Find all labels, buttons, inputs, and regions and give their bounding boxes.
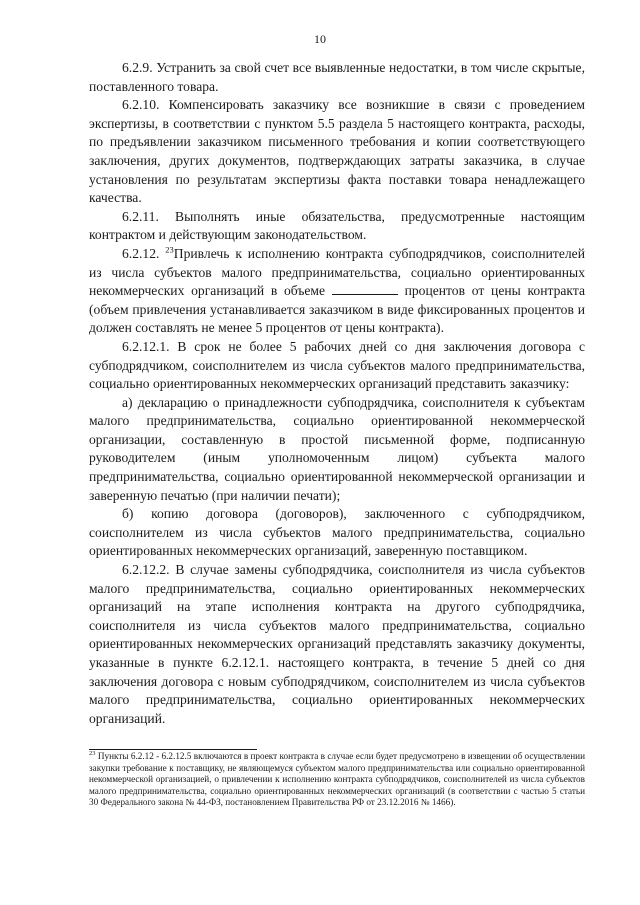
clause-6-2-12-text-after-blank: процентов от цены контракта (объем привлечения устанавливается заказчиком в виде фиксированных процентов и должен составлять не менее 5 процентов от цены контракта). — [89, 283, 585, 336]
clause-6-2-12-number: 6.2.12. — [122, 245, 160, 261]
clause-6-2-12-text-before-blank: Привлечь к исполнению контракта субподрядчиков, соисполнителей из числа субъектов малого предпринимательства, социально ориентированных некоммерческих организаций в объеме — [89, 245, 585, 299]
fill-in-blank-field — [332, 282, 398, 295]
list-item-a: а) декларацию о принадлежности субподрядчика, соисполнителя к субъектам малого предпринимательства, социально ориентированной некоммерческой организации, составленную в простой письменной форме, подписанную руководителем (иным уполномоченным лицом) субъекта малого предпринимательства, социально ориентированной некоммерческой организации и заверенную печатью (при наличии печати); — [89, 394, 585, 503]
clause-6-2-12 — [89, 245, 585, 338]
clause-6-2-12-2: 6.2.12.2. В случае замены субподрядчика, соисполнителя из числа субъектов малого предпринимательства, социально ориентированных некоммерческих организаций на этапе исполнения контракта на другого субподрядчика, соисполнителя из числа субъектов малого предпринимательства, социально ориентированных некоммерческих организаций представлять заказчику документы, указанные в пункте 6.2.12.1. настоящего контракта, в течение 5 дней со дня заключения договора с новым субподрядчиком, соисполнителем из числа субъектов малого предпринимательства, социально ориентированных некоммерческих организаций. — [89, 562, 585, 726]
footnote-reference: 23 — [165, 244, 174, 255]
footnote-text: Пункты 6.2.12 - 6.2.12.5 включаются в проект контракта в случае если будет предусмотрено в извещении об осуществлении закупки требование к поставщику, не являющемуся субъектом малого предпринимательства или социально ориентированной некоммерческой организацией, о привлечении к исполнению контракта субподрядчиков, соисполнителей из числа субъектов малого предпринимательства, социально ориентированных некоммерческих организаций (в соответствии с частью 5 статьи 30 Федерального закона № 44-ФЗ, постановлением Правительства РФ от 23.12.2016 № 1466). — [89, 751, 585, 808]
page-number: 10 — [314, 32, 326, 46]
footnote-separator — [89, 749, 257, 750]
document-body — [89, 59, 585, 728]
clause-6-2-9: 6.2.9. Устранить за свой счет все выявленные недостатки, в том числе скрытые, поставленного товара. — [89, 60, 585, 94]
list-item-b: б) копию договора (договоров), заключенного с субподрядчиком, соисполнителем из числа субъектов малого предпринимательства, социально ориентированных некоммерческих организаций, заверенную поставщиком. — [89, 506, 585, 559]
clause-6-2-11: 6.2.11. Выполнять иные обязательства, предусмотренные настоящим контрактом и действующим законодательством. — [89, 208, 585, 243]
footnote — [89, 751, 585, 809]
footnote-mark: 23 — [89, 749, 96, 757]
clause-6-2-10: 6.2.10. Компенсировать заказчику все возникшие в связи с проведением экспертизы, в соответствии с пунктом 5.5 раздела 5 настоящего контракта, расходы, по предъявлении заказчиком письменного требования и копии соответствующего заключения, других документов, подтверждающих затраты заказчика, в случае установления по результатам экспертизы факта поставки товара ненадлежащего качества. — [89, 97, 585, 206]
clause-6-2-12-1: 6.2.12.1. В срок не более 5 рабочих дней со дня заключения договора с субподрядчиком, соисполнителем из числа субъектов малого предпринимательства, социально ориентированных некоммерческих организаций представить заказчику: — [89, 338, 585, 392]
